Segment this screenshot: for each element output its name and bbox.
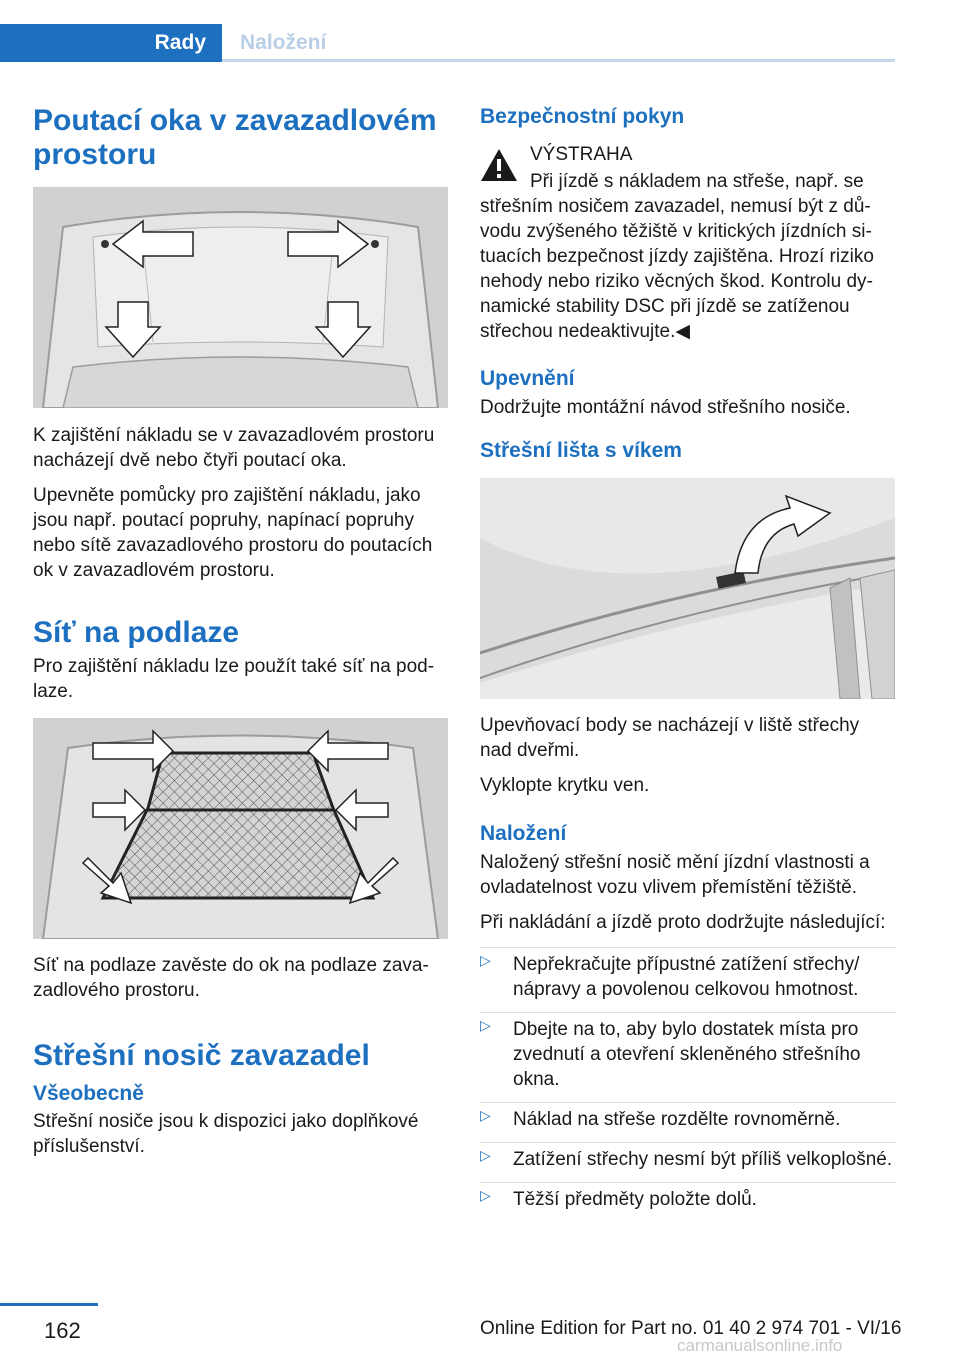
heading-stresni-nosic: Střešní nosič zavazadel <box>33 1039 370 1072</box>
bullet-marker-icon: ▷ <box>480 952 491 968</box>
paragraph-driving-characteristics: Naložený střešní nosič mění jízdní vlastnosti a ovladatelnost vozu vlivem přemístění těžiště. <box>480 852 870 898</box>
paragraph-mounting-instructions: Dodržujte montážní návod střešního nosiče. <box>480 397 851 418</box>
list-item <box>480 1012 896 1102</box>
page-number: 162 <box>44 1318 81 1343</box>
loading-rules-list <box>480 947 896 1216</box>
subheading-nalozeni: Naložení <box>480 822 567 845</box>
right-column <box>480 100 896 1216</box>
paragraph-roof-rack-accessory: Střešní nosiče jsou k dispozici jako doplňkové příslušenství. <box>33 1111 419 1157</box>
trunk-lashing-eyes-illustration <box>33 187 448 408</box>
figure-roof-rail <box>480 478 895 699</box>
bullet-marker-icon: ▷ <box>480 1147 491 1163</box>
heading-sit-na-podlaze: Síť na podlaze <box>33 616 240 649</box>
subheading-upevneni: Upevnění <box>480 367 575 390</box>
list-item-text: Dbejte na to, aby bylo dostatek místa pro zvednutí a otevření skleněného střešního okna. <box>513 1019 861 1090</box>
tab-nalozeni[interactable]: Naložení <box>240 31 327 54</box>
paragraph-fold-out-cover: Vyklopte krytku ven. <box>480 775 650 796</box>
edition-info: Online Edition for Part no. 01 40 2 974 701 - VI/16 <box>480 1318 902 1339</box>
warning-text-first-line: Při jízdě s nákladem na střeše, např. se <box>530 171 864 192</box>
list-item <box>480 1182 896 1216</box>
warning-block <box>480 142 896 344</box>
footer-accent-line <box>0 1303 98 1306</box>
paragraph-observe-following: Při nakládání a jízdě proto dodržujte následující: <box>480 912 886 933</box>
list-item-text: Nepřekračujte přípustné zatížení střechy/ nápravy a povolenou celkovou hmotnost. <box>513 954 860 1000</box>
warning-text: střešním nosičem zavazadel, nemusí být z důvodu zvýšeného těžiště v kritických jízdních situacích bezpečnost jízdy zajištěna. Hrozí riziko nehody nebo riziko věcných škod. Kontrolu dynamické stability DSC při jízdě se zatíženou střechou nedeaktivujte.◀ <box>480 196 874 342</box>
paragraph-fastening-points: Upevňovací body se nacházejí v liště střechy nad dveřmi. <box>480 715 860 761</box>
tab-rady[interactable]: Rady <box>0 24 222 62</box>
header-tabbar <box>0 24 895 62</box>
bullet-marker-icon: ▷ <box>480 1017 491 1033</box>
list-item-text: Těžší předměty položte dolů. <box>513 1189 757 1210</box>
subheading-bezpecnostni-pokyn: Bezpečnostní pokyn <box>480 105 685 128</box>
list-item-text: Zatížení střechy nesmí být příliš velkoplošné. <box>513 1149 893 1170</box>
left-column <box>33 100 449 1159</box>
figure-trunk-lashing-eyes <box>33 187 448 408</box>
list-item <box>480 1142 896 1182</box>
subheading-stresni-lista: Střešní lišta s víkem <box>480 439 682 462</box>
paragraph-lashing-eyes: K zajištění nákladu se v zavazadlovém prostoru nacházejí dvě nebo čtyři poutací oka. <box>33 425 435 471</box>
heading-poutaci-oka: Poutací oka v zavazadlovém prostoru <box>33 104 437 171</box>
paragraph-floor-net: Pro zajištění nákladu lze použít také síť na podlaze. <box>33 656 435 702</box>
figure-floor-net <box>33 718 448 939</box>
warning-triangle-icon <box>480 148 518 182</box>
bullet-marker-icon: ▷ <box>480 1107 491 1123</box>
paragraph-hang-net: Síť na podlaze zavěste do ok na podlaze zavazadlového prostoru. <box>33 955 429 1001</box>
bullet-marker-icon: ▷ <box>480 1187 491 1203</box>
floor-net-illustration <box>33 718 448 939</box>
roof-rail-illustration <box>480 478 895 699</box>
watermark: carmanualsonline.info <box>677 1336 843 1355</box>
list-item <box>480 1102 896 1142</box>
warning-label: VÝSTRAHA <box>530 144 633 165</box>
paragraph-lashing-aids: Upevněte pomůcky pro zajištění nákladu, jako jsou např. poutací popruhy, napínací popruhy nebo sítě zavazadlového prostoru do poutacích ok v zavazadlovém prostoru. <box>33 485 433 581</box>
subheading-vseobecne: Všeobecně <box>33 1082 144 1105</box>
list-item-text: Náklad na střeše rozdělte rovnoměrně. <box>513 1109 841 1130</box>
list-item <box>480 947 896 1012</box>
tab-underline <box>222 59 895 62</box>
